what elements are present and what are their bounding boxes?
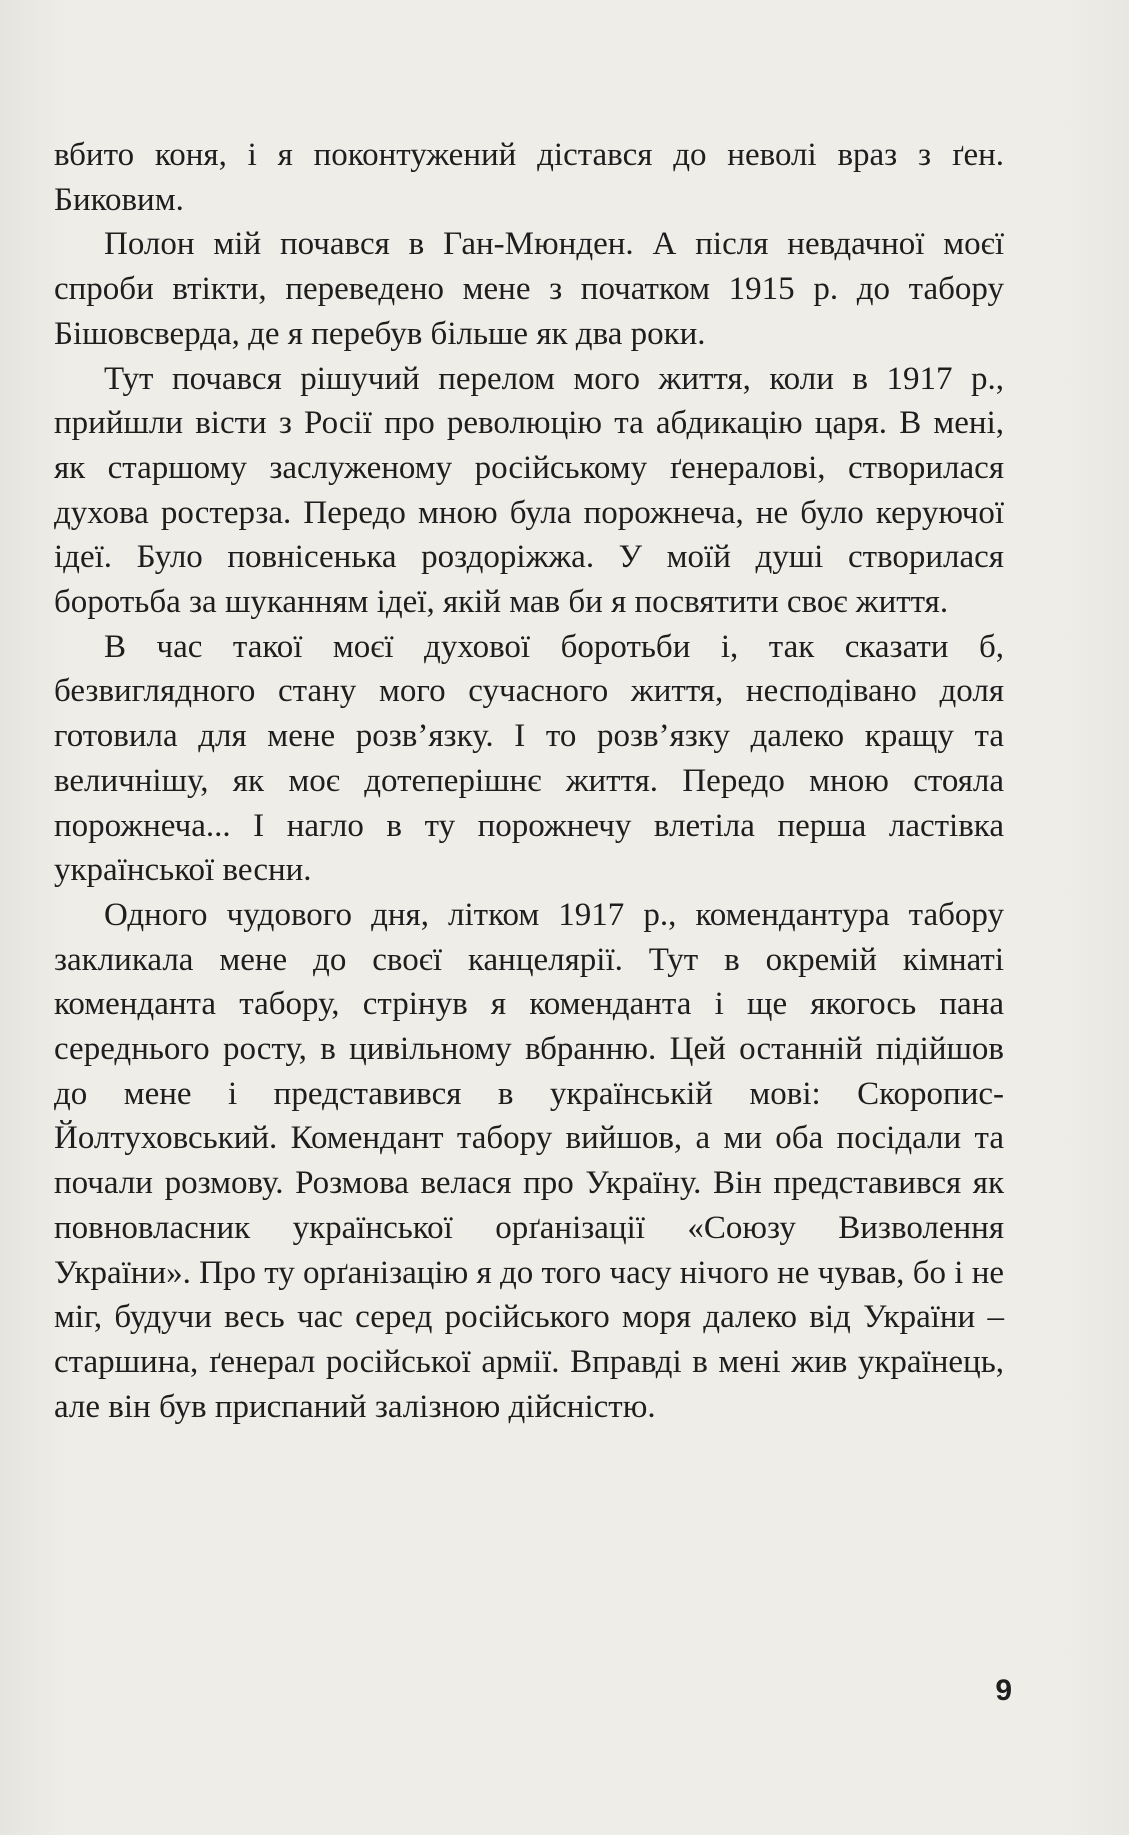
paragraph-2: Полон мій почався в Ган-Мюнден. А після невдачної моєї спроби втікти, переведено мене з початком 1915 р. до табору Бішовсверда, де я перебув більше як два роки. xyxy=(54,226,1004,352)
body-text xyxy=(54,133,1004,1429)
paragraph-1: вбито коня, і я поконтужений дістався до неволі враз з ґен. Биковим. xyxy=(54,137,1004,218)
paragraph-5: Одного чудового дня, літком 1917 р., комендантура табору закликала мене до своєї канцелярії. Тут в окремій кімнаті коменданта табору, стрінув я коменданта і ще якогось пана середнього росту, в цивільному вбранню. Цей останній підійшов до мене і представився в українській мові: Скоропис-Йолтуховський. Комендант табору вийшов, а ми оба посідали та почали розмову. Розмова велася про Україну. Він представився як повновласник української орґанізації «Союзу Визволення України». Про ту орґанізацію я до того часу нічого не чував, бо і не міг, будучи весь час серед російського моря далеко від України – старшина, ґенерал російської армії. Вправді в мені жив українець, але він був приспаний залізною дійсністю. xyxy=(54,896,1004,1425)
page-number: 9 xyxy=(995,1674,1012,1707)
paragraph-4: В час такої моєї духової боротьби і, так сказати б, безвиглядного стану мого сучасного життя, несподівано доля готовила для мене розв’язку. І то розв’язку далеко кращу та величнішу, як моє дотеперішнє життя. Передо мною стояла порожнеча... І нагло в ту порожнечу влетіла перша ластівка української весни. xyxy=(54,628,1004,889)
paragraph-3: Тут почався рішучий перелом мого життя, коли в 1917 р., прийшли вісти з Росії про революцію та абдикацію царя. В мені, як старшому заслуженому російському ґенералові, створилася духова ростерза. Передо мною була порожнеча, не було керуючої ідеї. Було повнісенька роздоріжжа. У моїй душі створилася боротьба за шуканням ідеї, якій мав би я посвятити своє життя. xyxy=(54,360,1004,621)
